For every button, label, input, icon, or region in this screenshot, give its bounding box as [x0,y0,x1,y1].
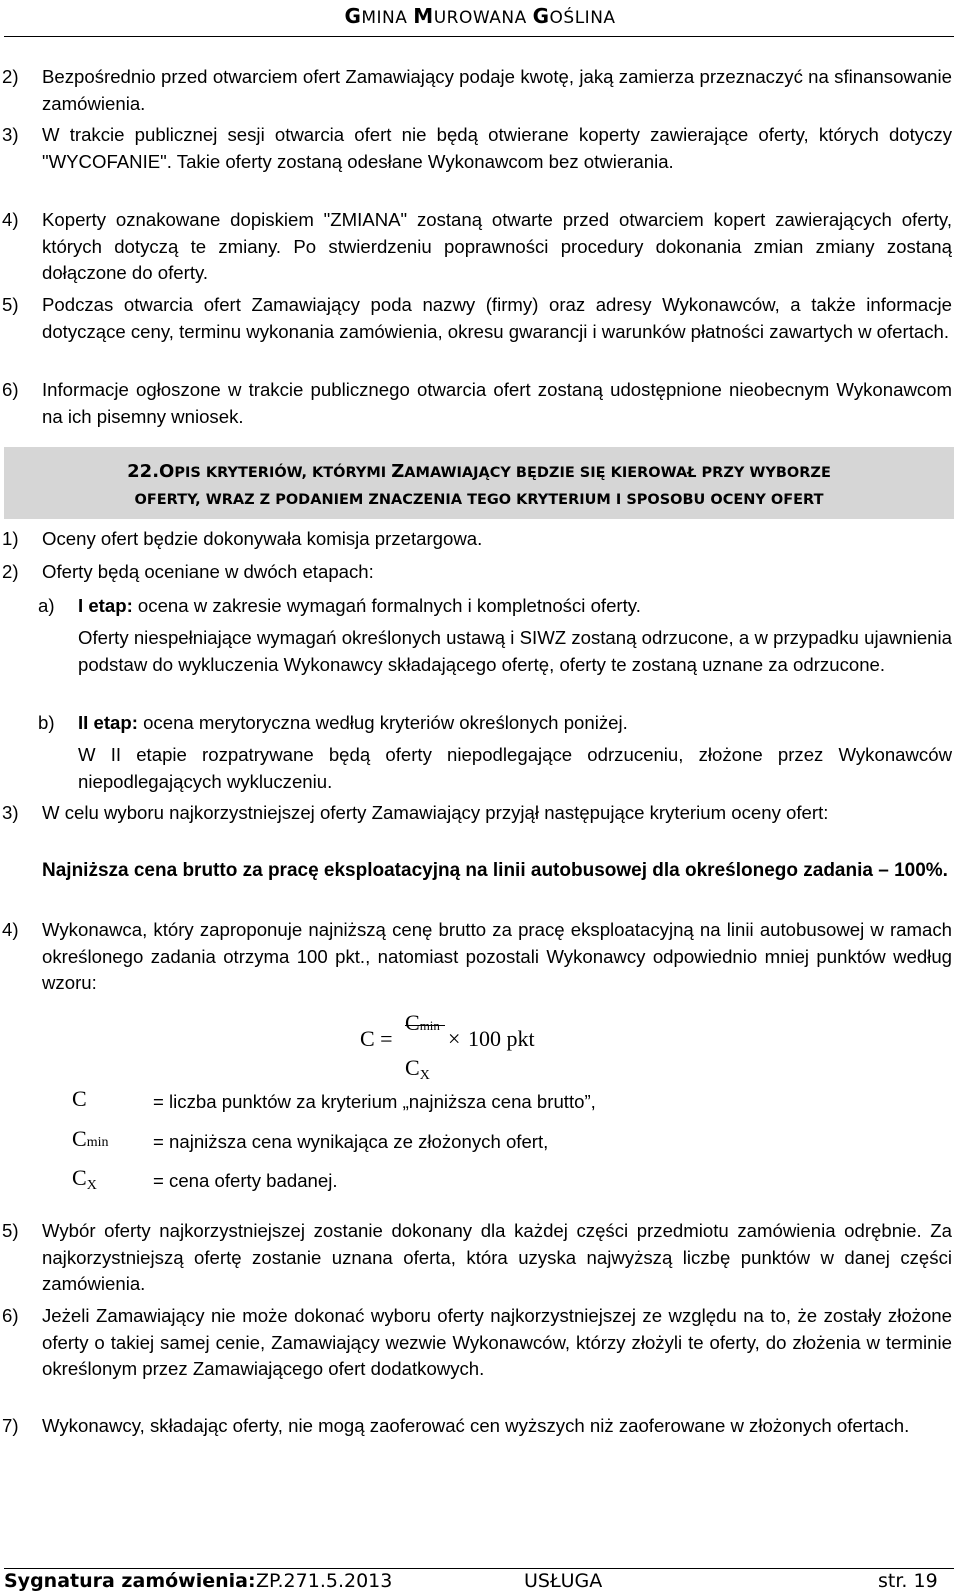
item-number: 6) [2,379,19,400]
item-number: 6) [2,1305,19,1326]
legend-symbol: C [72,1086,87,1111]
page-footer [0,1570,960,1592]
formula-symbol: C [405,1010,420,1035]
item-letter: a) [38,595,55,616]
legend-description: = liczba punktów za kryterium „najniższa cena brutto”, [153,1091,596,1112]
formula-symbol: C [405,1055,420,1080]
legend-description: = najniższa cena wynikająca ze złożonych ofert, [153,1131,549,1152]
footer-divider [4,1568,954,1569]
item-number: 3) [2,802,19,823]
section-title-line2: OFERTY, WRAZ Z PODANIEM ZNACZENIA TEGO KRYTERIUM I SPOSOBU OCENY OFERT [134,492,824,508]
sub-list-item [38,710,952,737]
item-text: Bezpośrednio przed otwarciem ofert Zamawiający podaje kwotę, jaką zamierza przeznaczyć na sfinansowanie zamówienia. [42,66,952,114]
section-title-cap: O [159,461,175,482]
item-text: ocena merytoryczna według kryteriów określonych poniżej. [137,712,628,733]
section-title-text: AMAWIAJĄCY BĘDZIE SIĘ KIEROWAŁ PRZY WYBORZE [404,465,831,481]
list-item [2,526,952,553]
item-text: Wykonawca, który zaproponuje najniższą cenę brutto za pracę eksploatacyjną na linii autobusowej w ramach określonego zadania otrzyma 100 pkt., natomiast pozostali Wykonawcy odpowiednio mniej punktów według wzoru: [42,919,952,993]
header-letter: G [344,4,362,28]
stage-description: W II etapie rozpatrywane będą oferty niepodlegające odrzuceniu, złożone przez Wykonawców niepodlegających wykluczeniu. [78,744,952,792]
legend-symbol: CX [72,1165,97,1193]
page-header [0,4,960,28]
item-number: 4) [2,209,19,230]
item-number: 5) [2,1220,19,1241]
page-number: str. 19 [878,1570,938,1592]
list-item [2,800,952,827]
item-text: Oceny ofert będzie dokonywała komisja przetargowa. [42,528,483,549]
header-divider [4,36,954,37]
list-item [2,292,952,345]
formula-denominator [405,1055,430,1084]
item-number: 5) [2,294,19,315]
item-number: 4) [2,919,19,940]
item-number: 1) [2,528,19,549]
item-text: W celu wyboru najkorzystniejszej oferty Zamawiający przyjął następujące kryterium oceny ofert: [42,802,829,823]
item-text: ocena w zakresie wymagań formalnych i kompletności oferty. [132,595,641,616]
formula-times: × [448,1026,461,1051]
legend-subscript: min [86,1135,109,1150]
item-number: 2) [2,561,19,582]
item-number: 7) [2,1415,19,1436]
item-text: Wybór oferty najkorzystniejszej zostanie dokonany dla każdej części przedmiotu zamówienia odrębnie. Za najkorzystniejszą ofertę zostanie uznana oferta, która uzyska najwyższą liczbę punktów w danej części zamówienia. [42,1220,952,1294]
stage-label: II etap: [78,712,138,733]
footer-signature: ZP.271.5.2013 [256,1570,393,1592]
footer-type: USŁUGA [524,1570,603,1592]
section-title-cap: Z [391,461,405,482]
item-text: W trakcie publicznej sesji otwarcia ofert nie będą otwierane koperty zawierające oferty, których dotyczy "WYCOFANIE". Takie oferty zostaną odesłane Wykonawcom bez otwierania. [42,124,952,172]
list-item [2,1218,952,1298]
list-item [2,1413,952,1440]
legend-subscript: X [86,1178,97,1193]
header-text: UROWANA [433,8,527,28]
item-number: 2) [2,66,19,87]
header-letter: M [413,4,434,28]
formula-lhs: C = [360,1026,393,1051]
stage-description: Oferty niespełniające wymagań określonych ustawą i SIWZ zostaną odrzucone, a w przypadku ujawnienia podstaw do wykluczenia Wykonawcy składającego ofertę, oferty te zostaną uznane za odrzucone. [78,627,952,675]
footer-label: Sygnatura zamówienia: [4,1570,256,1592]
sub-list-item [38,593,952,620]
section-heading [4,458,954,514]
item-text: Oferty będą oceniane w dwóch etapach: [42,561,374,582]
formula-rhs: 100 pkt [468,1026,535,1051]
list-item [2,64,952,117]
fraction-bar [405,1025,445,1026]
item-text: Podczas otwarcia ofert Zamawiający poda nazwy (firmy) oraz adresy Wykonawców, a także informacje dotyczące ceny, terminu wykonania zamówienia, okresu gwarancji i warunków płatności zawartych w ofertach. [42,294,952,342]
list-item [2,1303,952,1383]
criterion-statement: Najniższa cena brutto za pracę eksploatacyjną na linii autobusowej dla określonego zadania – 100%. [42,860,948,881]
list-item [2,207,952,287]
legend-symbol: Cmin [72,1126,109,1151]
formula-subscript: min [419,1018,440,1033]
scoring-formula [360,981,560,1083]
list-item [2,122,952,175]
legend-description: = cena oferty badanej. [153,1170,338,1191]
list-item [2,559,952,586]
item-text: Informacje ogłoszone w trakcie publicznego otwarcia ofert zostaną udostępnione nieobecnym Wykonawcom na ich pisemny wniosek. [42,379,952,427]
item-number: 3) [2,124,19,145]
section-title-text: PIS KRYTERIÓW, KTÓRYMI [174,465,392,481]
formula-subscript: X [419,1068,430,1083]
item-text: Wykonawcy, składając oferty, nie mogą zaoferować cen wyższych niż zaoferowane w złożonych ofertach. [42,1415,910,1436]
header-letter: G [532,4,550,28]
header-text: MINA [361,8,408,28]
item-text: Koperty oznakowane dopiskiem "ZMIANA" zostaną otwarte przed otwarciem kopert zawierających oferty, których dotyczą te zmiany. Po stwierdzeniu poprawności procedury dokonania zmian zmiany zostaną dołączone do oferty. [42,209,952,283]
formula-numerator [405,1010,440,1036]
list-item [2,377,952,430]
item-text: Jeżeli Zamawiający nie może dokonać wyboru oferty najkorzystniejszej ze względu na to, że zostały złożone oferty o takiej samej cenie, Zamawiający wezwie Wykonawców, którzy złożyli te oferty, do złożenia w terminie określonym przez Zamawiającego ofert dodatkowych. [42,1305,952,1379]
stage-label: I etap: [78,595,133,616]
header-text: OŚLINA [549,8,616,28]
item-letter: b) [38,712,55,733]
section-number: 22. [127,461,160,482]
